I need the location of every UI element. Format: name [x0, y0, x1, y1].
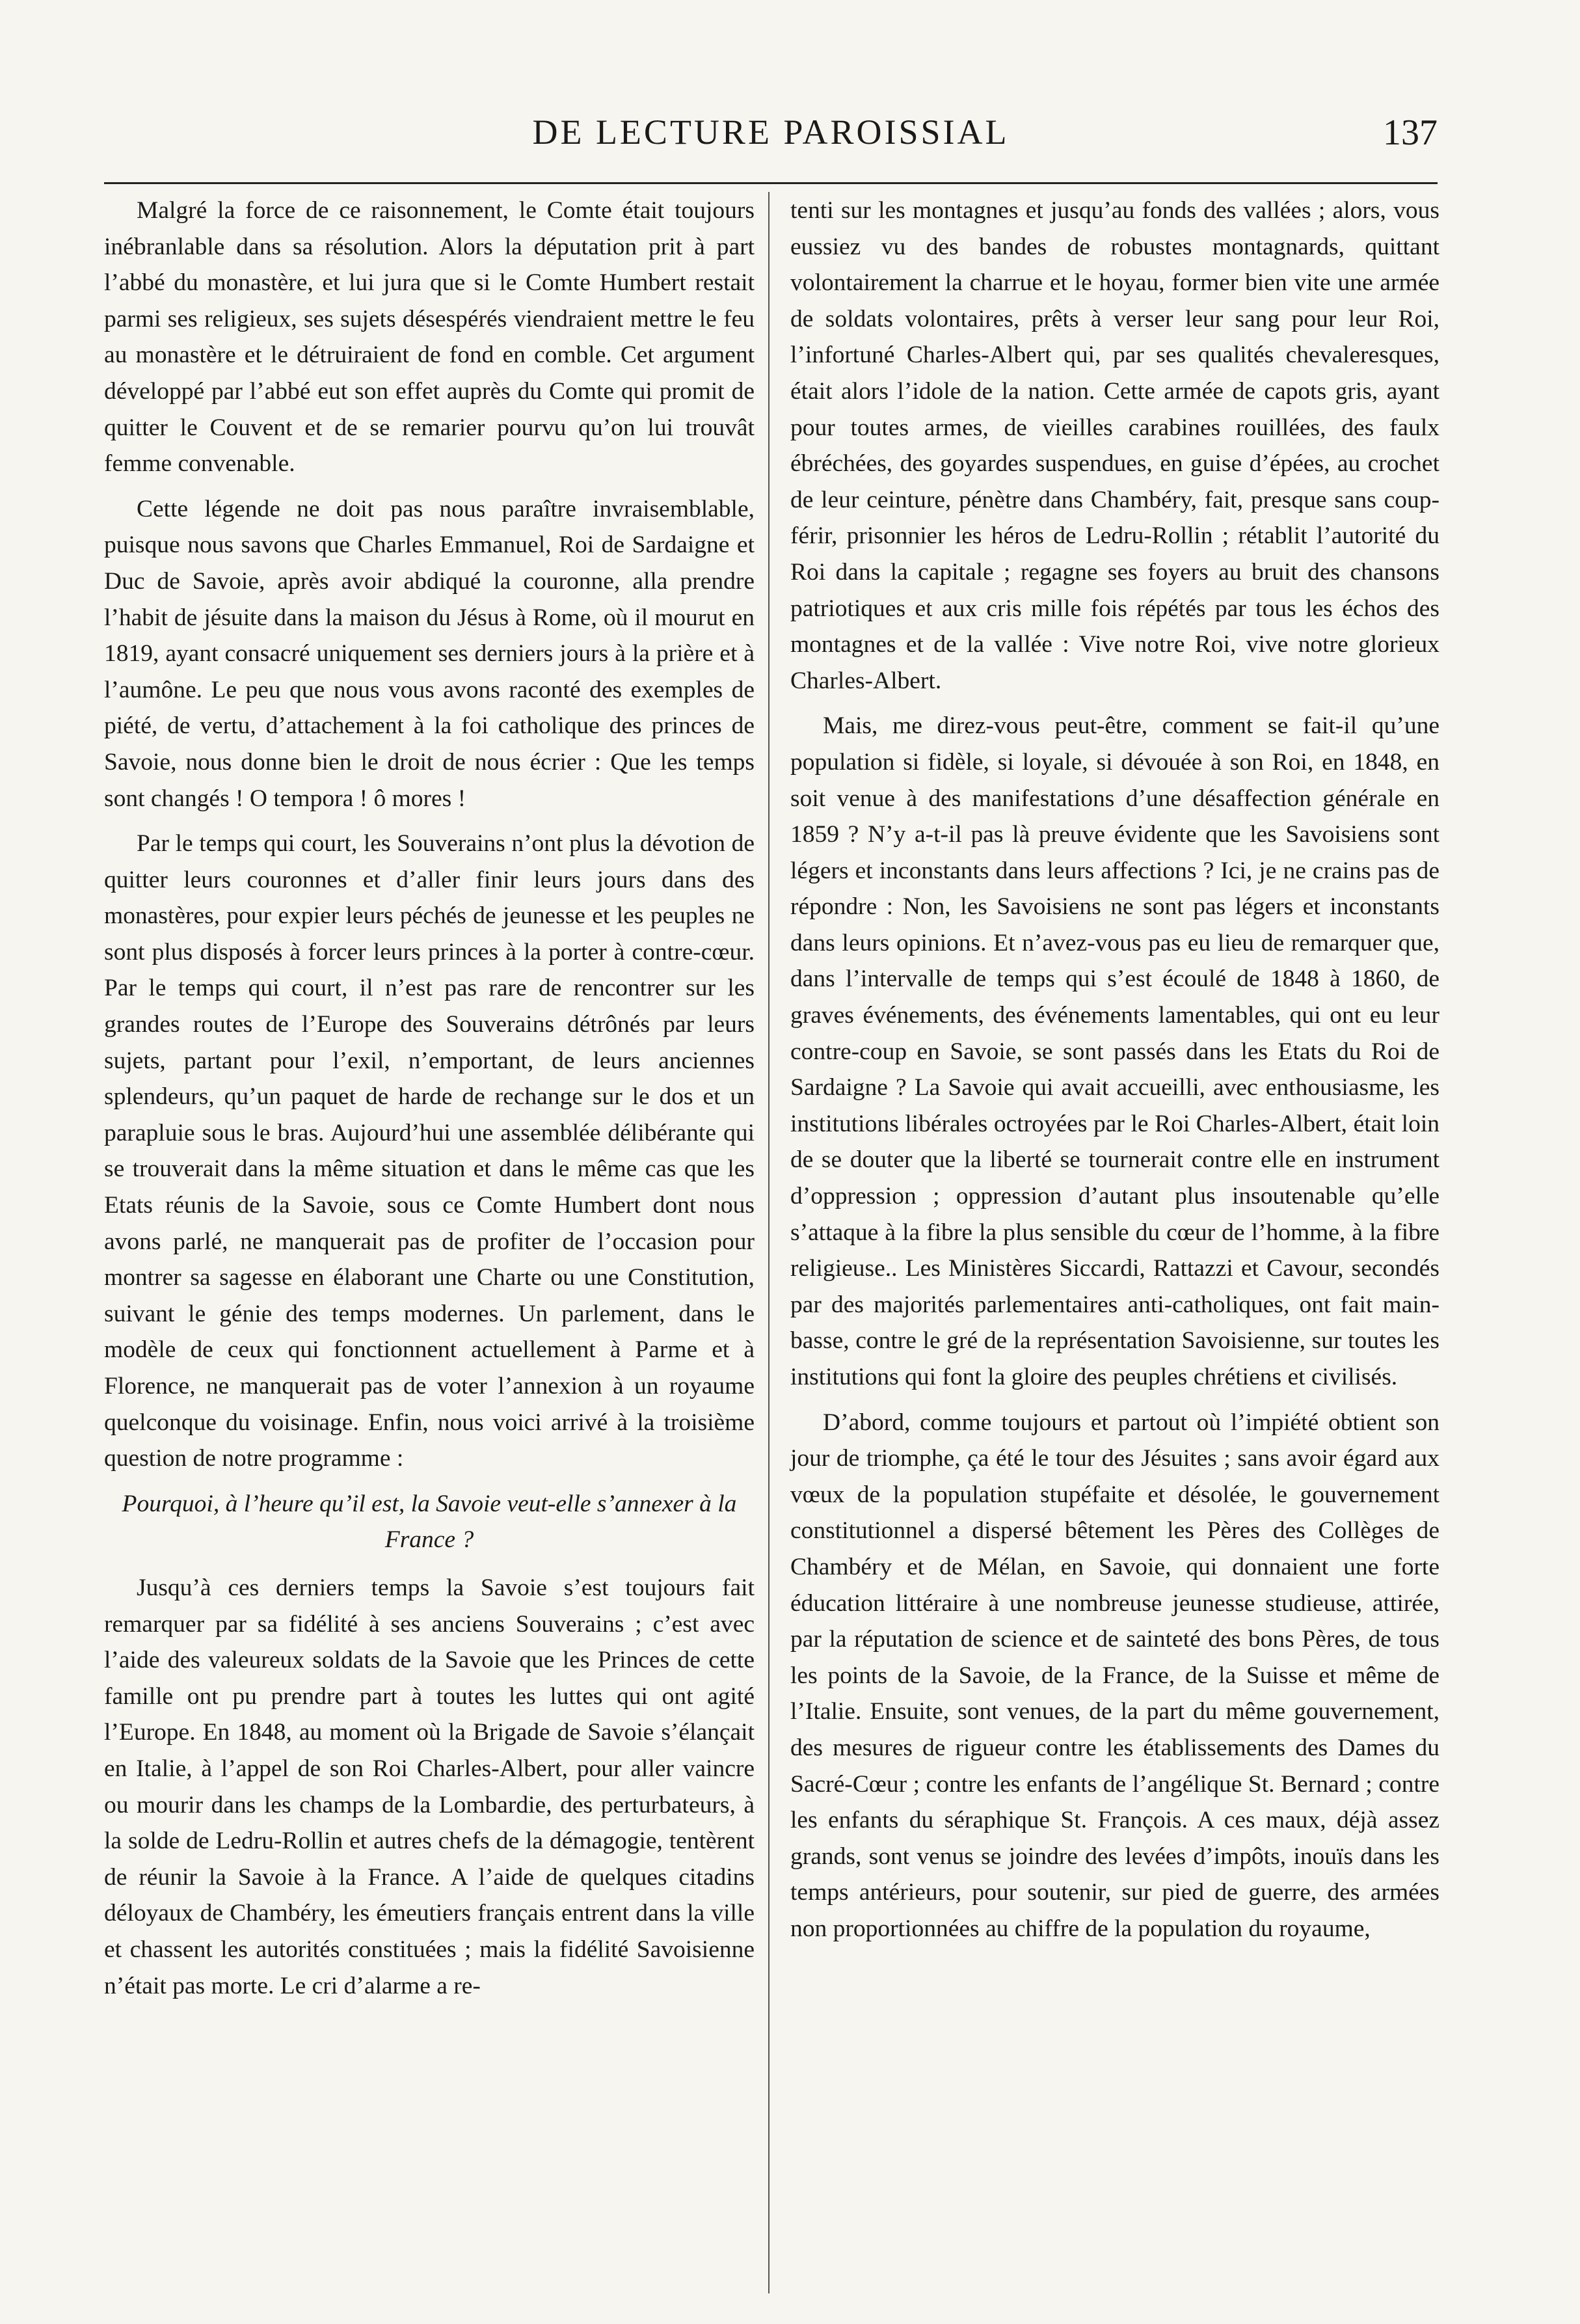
header-rule [104, 182, 1438, 184]
paragraph: Jusqu’à ces derniers temps la Savoie s’est toujours fait remarquer par sa fidélité à ses anciens Souverains ; c’est avec l’aide des valeureux soldats de la Savoie que les Princes de cette famille ont pu prendre part à toutes les luttes qui ont agité l’Europe. En 1848, au moment où la Brigade de Savoie s’élançait en Italie, à l’appel de son Roi Charles-Albert, pour aller vaincre ou mourir dans les champs de la Lombardie, des perturbateurs, à la solde de Ledru-Rollin et autres chefs de la démagogie, tentèrent de réunir la Savoie à la France. A l’aide de quelques citadins déloyaux de Chambéry, les émeutiers français entrent dans la ville et chassent les autorités constituées ; mais la fidélité Savoisienne n’était pas morte. Le cri d’alarme a re- [104, 1574, 755, 1999]
section-heading: Pourquoi, à l’heure qu’il est, la Savoie veut-elle s’annexer à la France ? [122, 1490, 737, 1554]
column-divider [768, 192, 770, 2293]
right-column [790, 193, 1439, 2301]
running-title: DE LECTURE PAROISSIAL [532, 113, 1010, 152]
page-number: 137 [1383, 113, 1438, 153]
paragraph: Malgré la force de ce raisonnement, le Comte était toujours inébranlable dans sa résolution. Alors la députation prit à part l’abbé du monastère, et lui jura que si le Comte Humbert restait parmi ses religieux, ses sujets désespérés viendraient mettre le feu au monastère et le détruiraient de fond en comble. Cet argument développé par l’abbé eut son effet auprès du Comte qui promit de quitter le Couvent et de se remarier pourvu qu’on lui trouvât femme convenable. [104, 197, 755, 478]
paragraph: Mais, me direz-vous peut-être, comment se fait-il qu’une population si fidèle, si loyale, si dévouée à son Roi, en 1848, en soit venue à des manifestations d’une désaffection générale en 1859 ? N’y a-t-il pas là preuve évidente que les Savoisiens sont légers et inconstants dans leurs affections ? Ici, je ne crains pas de répondre : Non, les Savoisiens ne sont pas légers et inconstants dans leurs opinions. Et n’avez-vous pas eu lieu de remarquer que, dans l’intervalle de temps qui s’est écoulé de 1848 à 1860, de graves événements, des événements lamentables, qui ont eu leur contre-coup en Savoie, se sont passés dans les Etats du Roi de Sardaigne ? La Savoie qui avait accueilli, avec enthousiasme, les institutions libérales octroyées par le Roi Charles-Albert, était loin de se douter que la liberté se tournerait contre elle en instrument d’oppression ; oppression d’autant plus insoutenable qu’elle s’attaque à la fibre la plus sensible du cœur de l’homme, à la fibre religieuse.. Les Ministères Siccardi, Rattazzi et Cavour, secondés par des majorités parlementaires anti-catholiques, ont fait main-basse, contre le gré de la représentation Savoisienne, sur toutes les institutions qui font la gloire des peuples chrétiens et civilisés. [790, 712, 1439, 1390]
left-column [104, 193, 755, 2301]
paragraph: Cette légende ne doit pas nous paraître invraisemblable, puisque nous savons que Charles Emmanuel, Roi de Sardaigne et Duc de Savoie, après avoir abdiqué la couronne, alla prendre l’habit de jésuite dans la maison du Jésus à Rome, où il mourut en 1819, ayant consacré uniquement ses derniers jours à la prière et à l’aumône. Le peu que nous vous avons raconté des exemples de piété, de vertu, d’attachement à la foi catholique des princes de Savoie, nous donne bien le droit de nous écrier : Que les temps sont changés ! O tempora ! ô mores ! [104, 495, 755, 812]
paragraph: Par le temps qui court, les Souverains n’ont plus la dévotion de quitter leurs couronnes et d’aller finir leurs jours dans des monastères, pour expier leurs péchés de jeunesse et les peuples ne sont plus disposés à forcer leurs princes à la porter à contre-cœur. Par le temps qui court, il n’est pas rare de rencontrer sur les grandes routes de l’Europe des Souverains détrônés par leurs sujets, partant pour l’exil, n’emportant, de leurs anciennes splendeurs, qu’un paquet de harde de rechange sur le dos et un parapluie sous le bras. Aujourd’hui une assemblée délibérante qui se trouverait dans la même situation et dans le même cas que les Etats réunis de la Savoie, sous ce Comte Humbert dont nous avons parlé, ne manquerait pas de profiter de l’occasion pour montrer sa sagesse en élaborant une Charte ou une Constitution, suivant le génie des temps modernes. Un parlement, dans le modèle de ceux qui fonctionnent actuellement à Parme et à Florence, ne manquerait pas de voter l’annexion à un royaume quelconque du voisinage. Enfin, nous voici arrivé à la troisième question de notre programme : [104, 830, 755, 1472]
page-header [104, 112, 1438, 164]
paragraph: tenti sur les montagnes et jusqu’au fonds des vallées ; alors, vous eussiez vu des bandes de robustes montagnards, quittant volontairement la charrue et le hoyau, former bien vite une armée de soldats volontaires, prêts à verser leur sang pour leur Roi, l’infortuné Charles-Albert qui, par ses qualités chevaleresques, était alors l’idole de la nation. Cette armée de capots gris, ayant pour toutes armes, de vieilles carabines rouillées, des faulx ébréchées, des goyardes suspendues, en guise d’épées, au crochet de leur ceinture, pénètre dans Chambéry, fait, presque sans coup-férir, prisonnier les héros de Ledru-Rollin ; rétablit l’autorité du Roi dans la capitale ; regagne ses foyers au bruit des chansons patriotiques et aux cris mille fois répétés par tous les échos des montagnes et de la vallée : Vive notre Roi, vive notre glorieux Charles-Albert. [790, 197, 1439, 694]
paragraph: D’abord, comme toujours et partout où l’impiété obtient son jour de triomphe, ça été le tour des Jésuites ; sans avoir égard aux vœux de la population stupéfaite et désolée, le gouvernement constitutionnel a dispersé bêtement les Pères des Collèges de Chambéry et de Mélan, en Savoie, qui donnaient une forte éducation littéraire à une nombreuse jeunesse studieuse, attirée, par la réputation de science et de sainteté des bons Pères, de tous les points de la Savoie, de la France, de la Suisse et même de l’Italie. Ensuite, sont venues, de la part du même gouvernement, des mesures de rigueur contre les établissements des Dames du Sacré-Cœur ; contre les enfants de l’angélique St. Bernard ; contre les enfants du séraphique St. François. A ces maux, déjà assez grands, sont venus se joindre des levées d’impôts, inouïs dans les temps antérieurs, pour soutenir, sur pied de guerre, des armées non proportionnées au chiffre de la population du royaume, [790, 1409, 1439, 1942]
